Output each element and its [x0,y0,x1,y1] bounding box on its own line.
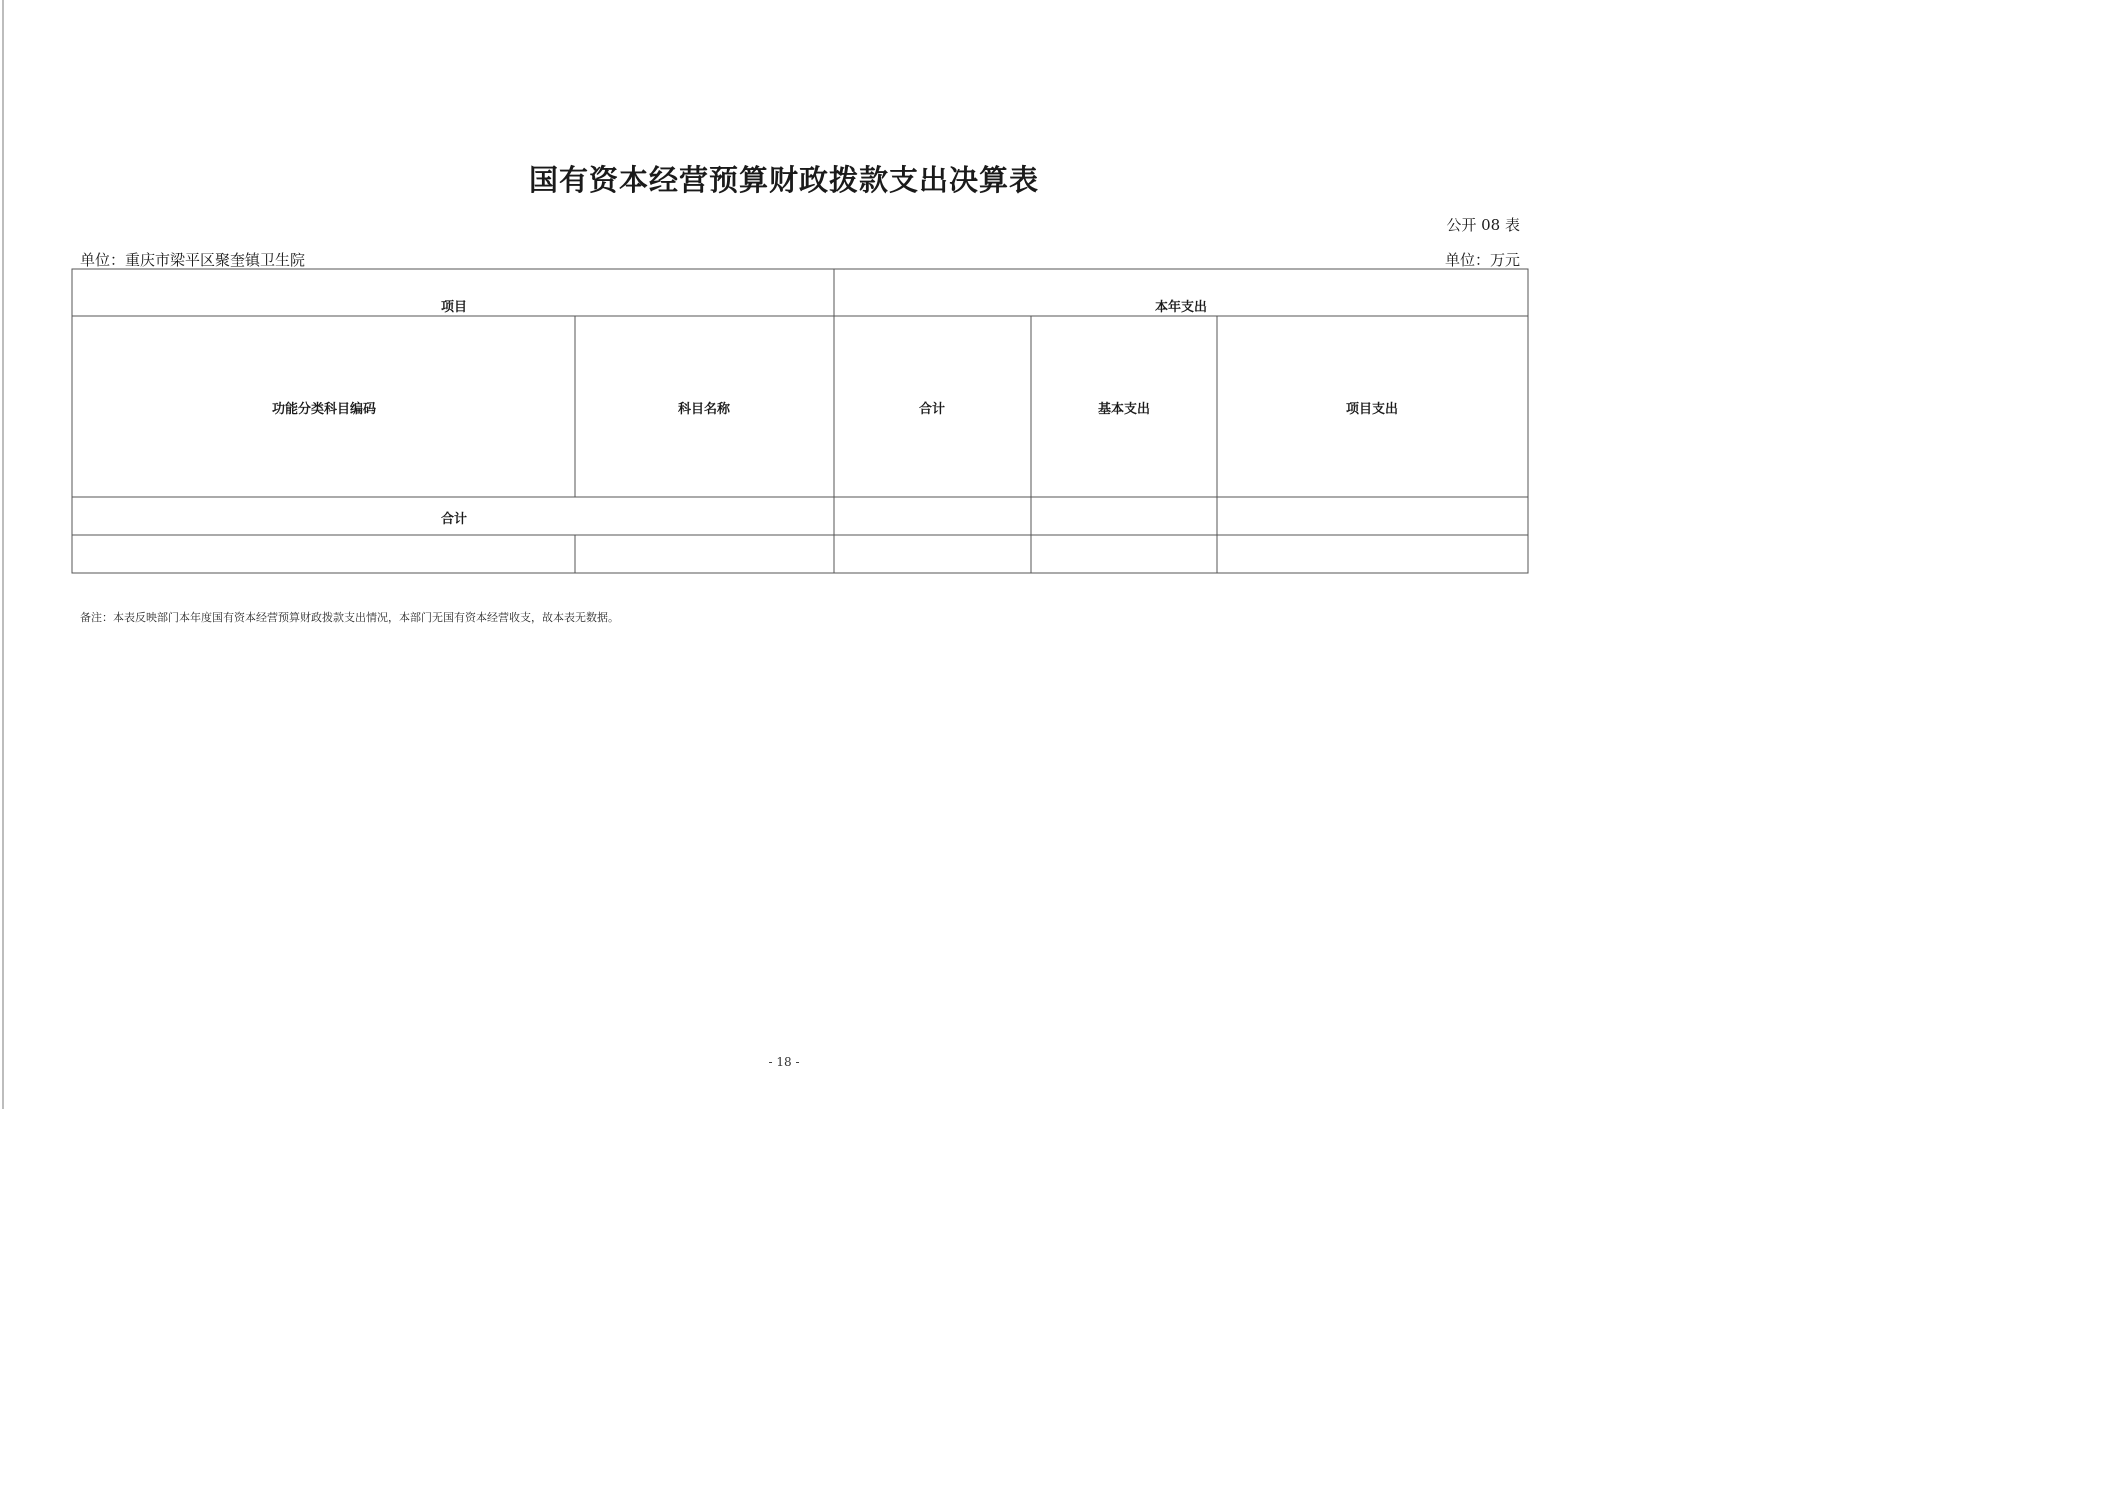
header-group-item: 项目 [440,300,468,315]
footnote: 备注：本表反映部门本年度国有资本经营预算财政拨款支出情况，本部门无国有资本经营收支，故本表无数据。 [80,611,619,624]
table-border [72,269,1528,573]
total-row-label: 合计 [440,512,468,527]
col-header-total: 合计 [918,402,946,417]
header-group-expense: 本年支出 [1154,300,1208,315]
page-title: 国有资本经营预算财政拨款支出决算表 [528,163,1039,197]
col-header-basic: 基本支出 [1097,402,1151,417]
form-code: 公开 08 表 [1446,216,1520,234]
col-header-project: 项目支出 [1345,402,1399,417]
col-header-name: 科目名称 [677,402,731,417]
page-number: - 18 - [768,1055,800,1069]
unit-name: 单位：重庆市梁平区聚奎镇卫生院 [80,251,306,269]
unit-money: 单位：万元 [1444,251,1520,269]
col-header-code: 功能分类科目编码 [271,402,377,417]
